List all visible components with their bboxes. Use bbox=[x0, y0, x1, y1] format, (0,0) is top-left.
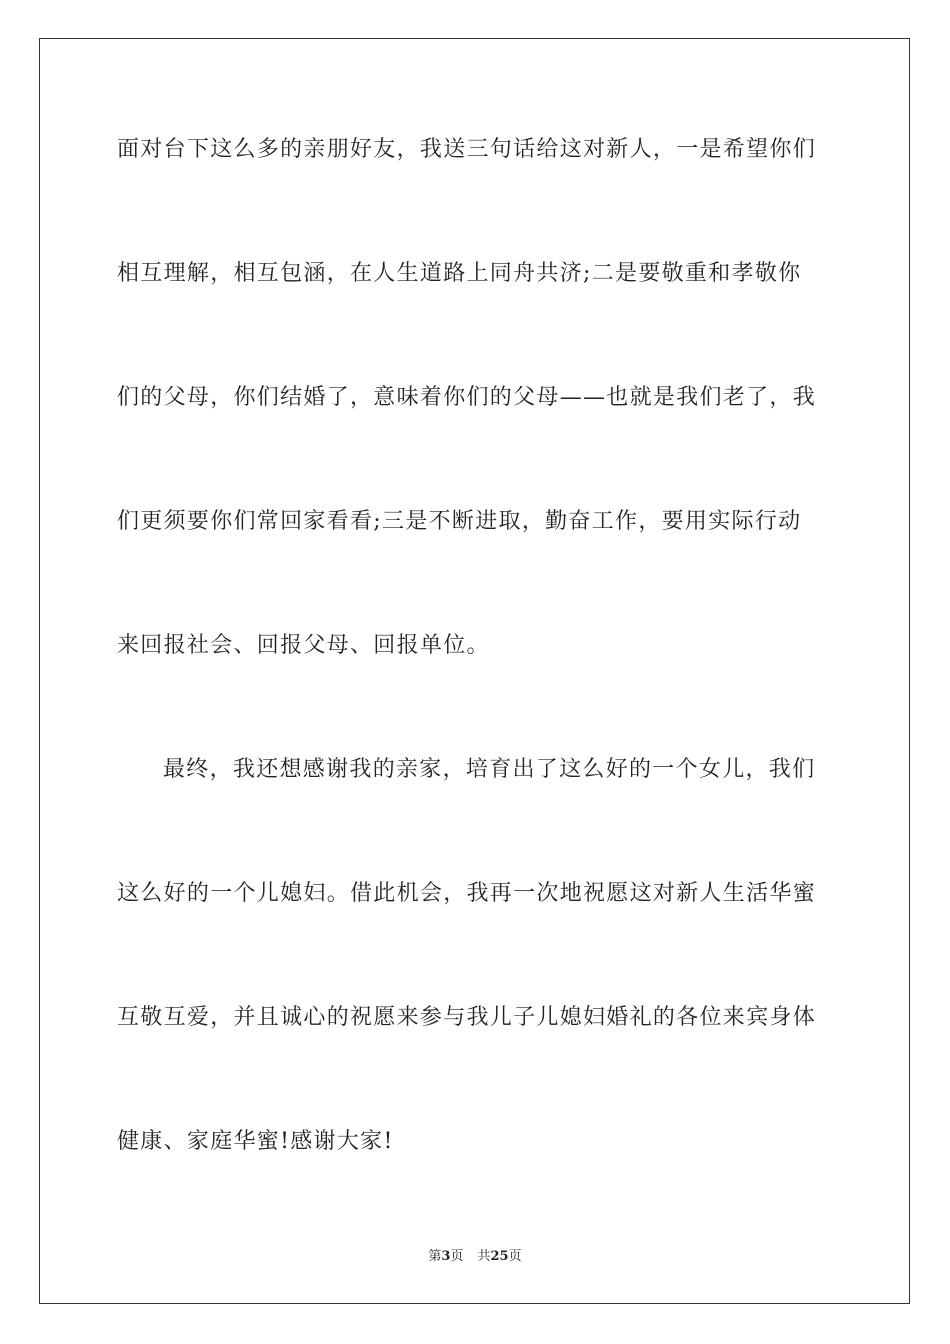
paragraph-line: 来回报社会、回报父母、回报单位。 bbox=[117, 633, 490, 658]
paragraph-line: 这么好的一个儿媳妇。借此机会，我再一次地祝愿这对新人生活华蜜 bbox=[117, 881, 817, 906]
paragraph-line: 互敬互爱，并且诚心的祝愿来参与我儿子儿媳妇婚礼的各位来宾身体 bbox=[117, 1005, 817, 1030]
paragraph-line: 面对台下这么多的亲朋好友，我送三句话给这对新人，一是希望你们 bbox=[117, 137, 817, 162]
total-prefix: 共 bbox=[477, 1249, 491, 1264]
total-pages: 25 bbox=[490, 1249, 509, 1264]
paragraph-line: 们更须要你们常回家看看;三是不断进取，勤奋工作，要用实际行动 bbox=[117, 509, 802, 534]
page-number: 3 bbox=[441, 1249, 451, 1264]
page-prefix: 第 bbox=[428, 1249, 442, 1264]
paragraph-line: 相互理解，相互包涵，在人生道路上同舟共济;二是要敬重和孝敬你 bbox=[117, 261, 802, 286]
paragraph-line: 最终，我还想感谢我的亲家，培育出了这么好的一个女儿，我们 bbox=[163, 757, 816, 782]
page-border bbox=[39, 38, 910, 1304]
paragraph-line: 健康、家庭华蜜!感谢大家! bbox=[117, 1129, 394, 1154]
page-suffix: 页 bbox=[450, 1249, 464, 1264]
page-footer bbox=[0, 1248, 950, 1266]
paragraph-line: 们的父母，你们结婚了，意味着你们的父母——也就是我们老了，我 bbox=[117, 385, 817, 410]
total-suffix: 页 bbox=[508, 1249, 522, 1264]
